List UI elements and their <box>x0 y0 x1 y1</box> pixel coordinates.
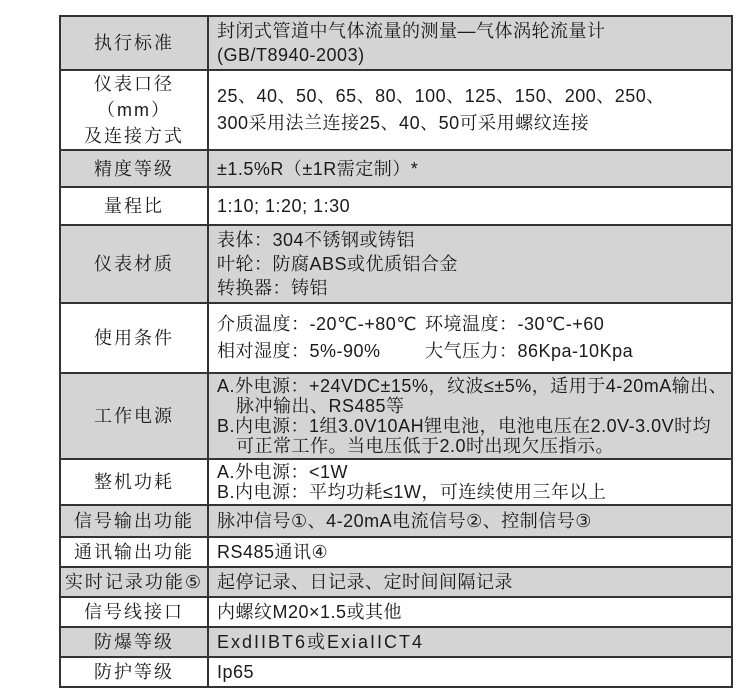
value-line: B.内电源：平均功耗≤1W，可连续使用三年以上 <box>217 482 607 502</box>
spec-label <box>60 537 208 567</box>
value-line: 脉冲输出、RS485等 <box>236 396 405 416</box>
value-line: A.外电源：+24VDC±15%，纹波≤±5%，适用于4-20mA输出、 <box>217 376 728 396</box>
spec-label <box>60 657 208 687</box>
value-line: ±1.5%R（±1R需定制）* <box>217 158 419 179</box>
value-line: (GB/T8940-2003) <box>217 45 365 65</box>
spec-value <box>208 303 732 373</box>
value-line <box>217 338 727 365</box>
label-line: 及连接方式 <box>84 126 184 146</box>
label-line: 仪表材质 <box>94 254 174 274</box>
row-explosion-proof <box>60 627 732 657</box>
value-line: 封闭式管道中气体流量的测量—气体涡轮流量计 <box>217 21 606 41</box>
spec-value <box>208 567 732 597</box>
row-diameter-connection <box>60 70 732 150</box>
spec-text: 环境温度：-30℃-+60 <box>425 314 605 334</box>
value-line: 300采用法兰连接25、40、50可采用螺纹连接 <box>217 113 590 133</box>
spec-value <box>208 150 732 187</box>
spec-label <box>60 567 208 597</box>
value-line: Ip65 <box>217 662 255 682</box>
row-operating-conditions <box>60 303 732 373</box>
row-power-consumption <box>60 459 732 505</box>
spec-value <box>208 505 732 537</box>
label-line: 防护等级 <box>94 662 174 682</box>
spec-value <box>208 627 732 657</box>
spec-value <box>208 657 732 687</box>
spec-text: 大气压力：86Kpa-10Kpa <box>425 341 634 361</box>
row-recording <box>60 567 732 597</box>
spec-label <box>60 303 208 373</box>
value-line <box>217 311 727 338</box>
spec-label <box>60 459 208 505</box>
row-turndown-ratio <box>60 187 732 225</box>
value-line: 1:10; 1:20; 1:30 <box>217 196 351 216</box>
value-line: 25、40、50、65、80、100、125、150、200、250、 <box>217 86 665 106</box>
spec-label <box>60 70 208 150</box>
value-line: RS485通讯④ <box>217 542 329 562</box>
value-line: 起停记录、日记录、定时间间隔记录 <box>217 572 513 592</box>
label-line: 整机功耗 <box>94 472 174 492</box>
spec-label <box>60 150 208 187</box>
value-line: A.外电源：<1W <box>217 462 349 482</box>
row-signal-output <box>60 505 732 537</box>
value-line: 内螺纹M20×1.5或其他 <box>217 602 403 622</box>
spec-text: 相对湿度：5%-90% <box>217 341 381 361</box>
spec-label <box>60 16 208 70</box>
value-line: 转换器：铸铝 <box>217 278 328 298</box>
row-material <box>60 225 732 303</box>
spec-value <box>208 70 732 150</box>
spec-label <box>60 505 208 537</box>
label-line: 信号线接口 <box>84 602 184 622</box>
row-cable-entry <box>60 597 732 627</box>
row-standard <box>60 16 732 70</box>
spec-label <box>60 373 208 459</box>
spec-label <box>60 627 208 657</box>
value-line: 脉冲信号①、4-20mA电流信号②、控制信号③ <box>217 511 592 531</box>
spec-table <box>59 15 733 688</box>
value-line: 表体：304不锈钢或铸铝 <box>217 230 416 250</box>
value-line: B.内电源：1组3.0V10AH锂电池，电池电压在2.0V-3.0V时均 <box>217 416 712 436</box>
row-protection-rating <box>60 657 732 687</box>
label-line: 使用条件 <box>94 328 174 348</box>
label-line: 量程比 <box>104 196 164 216</box>
spec-value <box>208 225 732 303</box>
spec-value <box>208 373 732 459</box>
label-line: 执行标准 <box>94 33 174 53</box>
row-accuracy <box>60 150 732 187</box>
label-line: 精度等级 <box>94 158 174 179</box>
label-line: 通讯输出功能 <box>74 542 194 562</box>
spec-label <box>60 225 208 303</box>
spec-value <box>208 16 732 70</box>
label-line: 仪表口径（mm） <box>94 74 174 120</box>
label-line: 实时记录功能⑤ <box>64 572 204 592</box>
spec-label <box>60 597 208 627</box>
label-line: 工作电源 <box>94 406 174 426</box>
spec-value <box>208 597 732 627</box>
spec-text: 介质温度：-20℃-+80℃ <box>217 314 417 334</box>
value-line: 叶轮：防腐ABS或优质铝合金 <box>217 254 459 274</box>
spec-value <box>208 537 732 567</box>
label-line: 信号输出功能 <box>74 511 194 531</box>
value-line: 可正常工作。当电压低于2.0时出现欠压指示。 <box>236 436 615 456</box>
row-comm-output <box>60 537 732 567</box>
row-power-supply <box>60 373 732 459</box>
spec-label <box>60 187 208 225</box>
spec-value <box>208 187 732 225</box>
value-line: ExdIIBT6或ExiaIICT4 <box>217 632 425 652</box>
spec-value <box>208 459 732 505</box>
label-line: 防爆等级 <box>94 632 174 652</box>
